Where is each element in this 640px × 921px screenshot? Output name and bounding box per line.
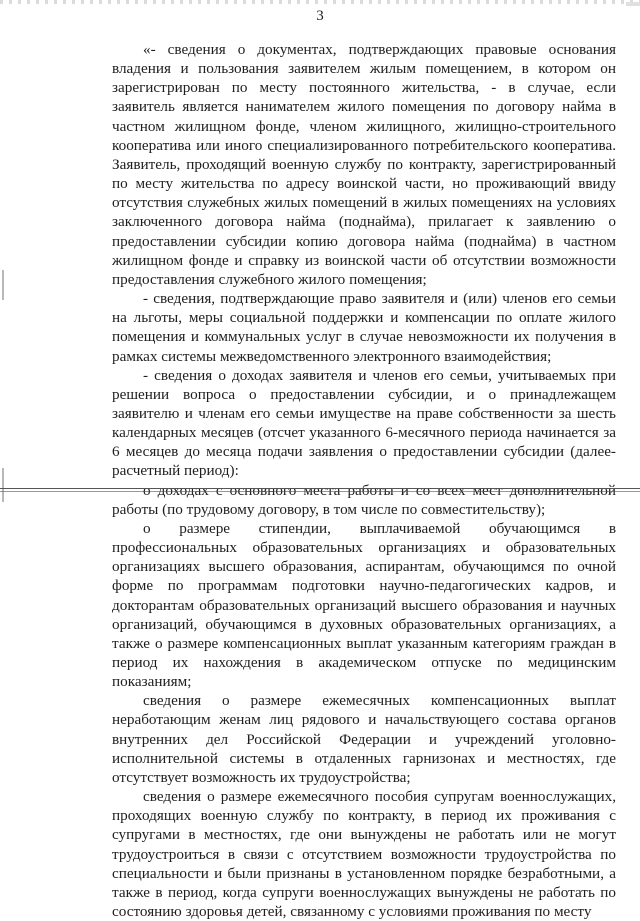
- scan-artifact-line: [0, 491, 640, 492]
- scan-left-edge-mark: [2, 270, 4, 300]
- paragraph: сведения о размере ежемесячного пособия супругам военнослужащих, проходящих военную службу по контракту, в период их проживания с супругами в местностях, где они вынуждены не работать или не могут трудоустроиться в связи с отсутствием возможности трудоустройства по специальности и были признаны в установленном порядке безработными, а также в период, когда супруги военнослужащих вынуждены не работать по состоянию здоровья детей, связанному с условиями проживания по месту: [112, 788, 616, 921]
- paragraph: - сведения, подтверждающие право заявителя и (или) членов его семьи на льготы, меры социальной поддержки и компенсации по оплате жилого помещения и коммунальных услуг в случае невозможности их получения в рамках системы межведомственного электронного взаимодействия;: [112, 290, 616, 365]
- document-body: [112, 40, 616, 921]
- scan-corner-mark: [626, 2, 640, 6]
- scan-top-edge: [0, 0, 640, 4]
- scan-artifact-line: [0, 488, 640, 489]
- paragraph: сведения о размере ежемесячных компенсационных выплат неработающим женам лиц рядового и начальствующего состава органов внутренних дел Российской Федерации и учреждений уголовно-исполнительной системы в отдаленных гарнизонах и местностях, где отсутствует возможность их трудоустройства;: [112, 692, 616, 786]
- scan-left-edge-mark: [2, 468, 4, 502]
- page-number: 3: [316, 8, 324, 24]
- paragraph: работы (по трудовому договору, в том числе по совместительству);: [112, 500, 546, 518]
- paragraph: о размере стипендии, выплачиваемой обучающимся в профессиональных образовательных организациях и образовательных организациях высшего образования, аспирантам, обучающимся по очной форме по программам подготовки научно-педагогических кадров, и докторантам образовательных организаций высшего образования и научных организаций, обучающимся в духовных образовательных организациях, а также о размере компенсационных выплат указанным категориям граждан в период их нахождения в академическом отпуске по медицинским показаниям;: [112, 519, 616, 691]
- paragraph: «- сведения о документах, подтверждающих правовые основания владения и пользования заявителем жилым помещением, в котором он зарегистрирован по месту постоянного жительства, - в случае, если заявитель является нанимателем жилого помещения по договору найма в частном жилищном фонде, членом жилищного, жилищно-строительного кооператива или иного специализированного потребительского кооператива. Заявитель, проходящий военную службу по контракту, зарегистрированный по месту жительства по адресу воинской части, но проживающий ввиду отсутствия служебных жилых помещений в жилых помещениях на условиях заключенного договора найма (поднайма), прилагает к заявлению о предоставлении субсидии копию договора найма (поднайма) в частном жилищном фонде и справку из воинской части об отсутствии возможности предоставления служебного жилого помещения;: [112, 41, 616, 288]
- paragraph: - сведения о доходах заявителя и членов его семьи, учитываемых при решении вопроса о предоставлении субсидии, и о принадлежащем заявителю и членам его семьи имуществе на праве собственности за шесть календарных месяцев (отсчет указанного 6-месячного периода начинается за 6 месяцев до месяца подачи заявления о предоставлении субсидии (далее-расчетный период):: [112, 366, 616, 480]
